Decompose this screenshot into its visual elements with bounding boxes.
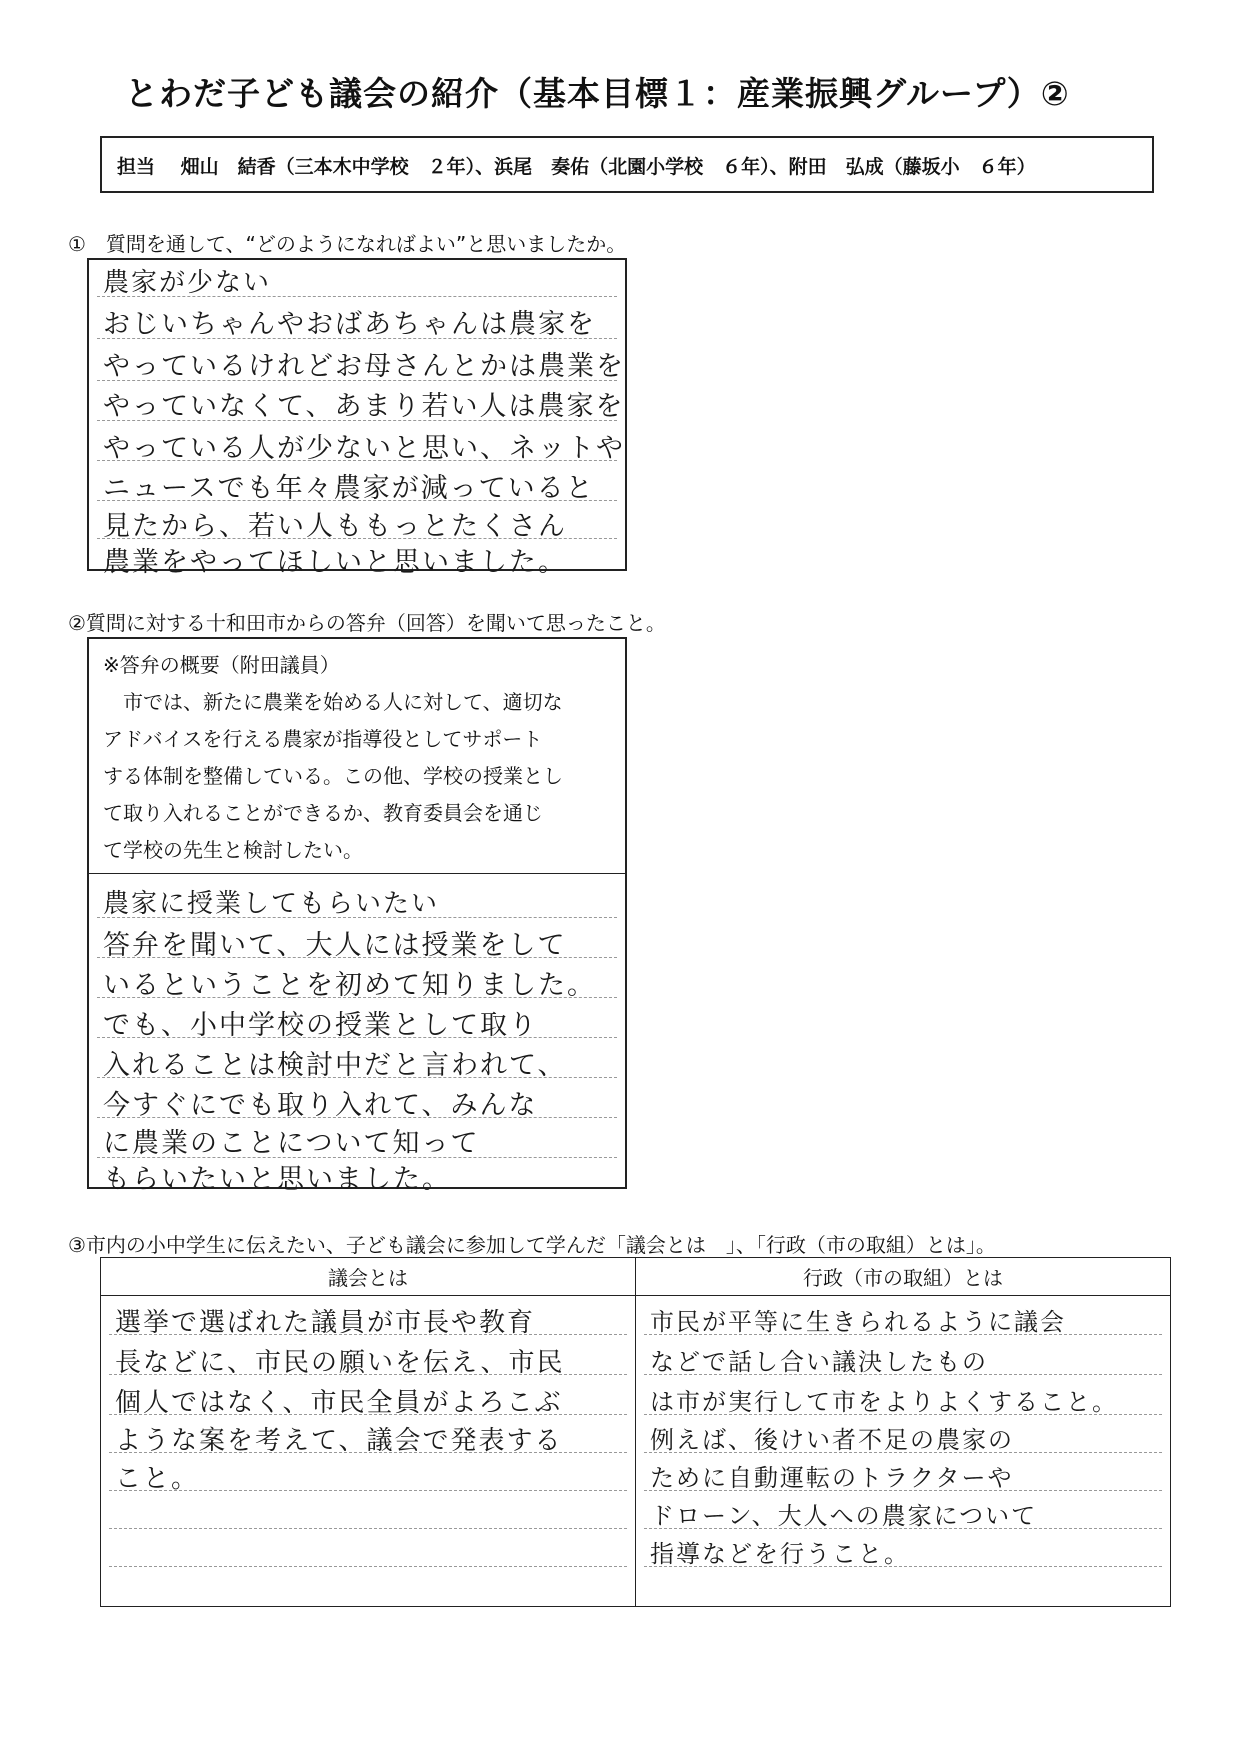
q3-col1-header: 議会とは	[101, 1258, 636, 1296]
q2-line: 今すぐにでも取り入れて、みんな	[103, 1090, 538, 1121]
q2-line: 入れることは検討中だと言われて、	[103, 1050, 567, 1081]
staff-box	[100, 136, 1154, 193]
q1-line: 見たから、若い人ももっとたくさん	[103, 511, 567, 542]
q1-line: 農業をやってほしいと思いました。	[103, 547, 567, 578]
q2-divider	[89, 873, 625, 874]
q3-col2-line: は市が実行して市をよりよくすること。	[650, 1388, 1118, 1416]
q2-line: いるということを初めて知りました。	[103, 970, 596, 1001]
q3-heading: ③市内の小中学生に伝えたい、子ども議会に参加して学んだ「議会とは 」、「行政（市の取組）とは」。	[68, 1233, 996, 1257]
q1-answer-box	[87, 258, 627, 578]
staff-line: 担当 畑山 結香（三本木中学校 ２年）、浜尾 奏佑（北園小学校 ６年）、附田 弘成（藤坂小 ６年）	[117, 156, 1036, 178]
q2-line: でも、小中学校の授業として取り	[103, 1010, 538, 1041]
q2-heading: ②質問に対する十和田市からの答弁（回答）を聞いて思ったこと。	[68, 611, 666, 635]
q2-summary-line: 市では、新たに農業を始める人に対して、適切な	[103, 690, 563, 714]
q2-summary-line: て取り入れることができるか、教育委員会を通じ	[103, 801, 543, 825]
q3-col1-line: 長などに、市民の願いを伝え、市民	[115, 1348, 565, 1378]
q2-summary-label: ※答弁の概要（附田議員）	[103, 653, 340, 677]
q1-line: おじいちゃんやおばあちゃんは農家を	[103, 309, 596, 340]
q3-col2-line: 市民が平等に生きられるように議会	[650, 1308, 1066, 1336]
q3-col2-line: 指導などを行うこと。	[650, 1540, 910, 1568]
q3-col1-line: 選挙で選ばれた議員が市長や教育	[115, 1308, 536, 1338]
q1-line: やっているけれどお母さんとかは農業を	[103, 351, 625, 382]
q1-line: ニュースでも年々農家が減っていると	[103, 473, 595, 504]
q2-box	[87, 637, 627, 1195]
q3-table	[100, 1257, 1171, 1607]
q3-col1-line: ような案を考えて、議会で発表する	[115, 1426, 563, 1456]
q1-line: やっていなくて、あまり若い人は農家を	[103, 391, 625, 422]
q2-summary-line: アドバイスを行える農家が指導役としてサポート	[103, 727, 543, 751]
q3-col2-line: 例えば、後けい者不足の農家の	[650, 1426, 1014, 1454]
q2-line: 答弁を聞いて、大人には授業をして	[103, 930, 567, 961]
q2-line: に農業のことについて知って	[103, 1128, 480, 1159]
page-title: とわだ子ども議会の紹介（基本目標１：産業振興グループ）②	[125, 74, 1070, 113]
q3-col1-line: 個人ではなく、市民全員がよろこぶ	[115, 1388, 563, 1418]
q3-col2-cell	[636, 1296, 1171, 1607]
q3-col2-header: 行政（市の取組）とは	[636, 1258, 1171, 1296]
q3-col1-line: こと。	[115, 1464, 200, 1494]
q3-col1-cell	[101, 1296, 636, 1607]
q3-col2-line: ドローン、大人への農家について	[650, 1502, 1038, 1530]
q2-answer-head: 農家に授業してもらいたい	[103, 889, 440, 919]
q3-col2-line: などで話し合い議決したもの	[650, 1348, 988, 1376]
q2-summary-line: て学校の先生と検討したい。	[103, 838, 363, 862]
q2-summary-line: する体制を整備している。この他、学校の授業とし	[103, 764, 563, 788]
q1-line: やっている人が少ないと思い、ネットや	[103, 433, 625, 464]
q1-heading: ① 質問を通して、“どのようになればよい”と思いましたか。	[68, 232, 627, 256]
q2-line: もらいたいと思いました。	[103, 1164, 451, 1195]
q1-answer-head: 農家が少ない	[103, 268, 272, 298]
q2-summary	[103, 647, 613, 869]
q3-col2-line: ために自動運転のトラクターや	[650, 1464, 1014, 1492]
